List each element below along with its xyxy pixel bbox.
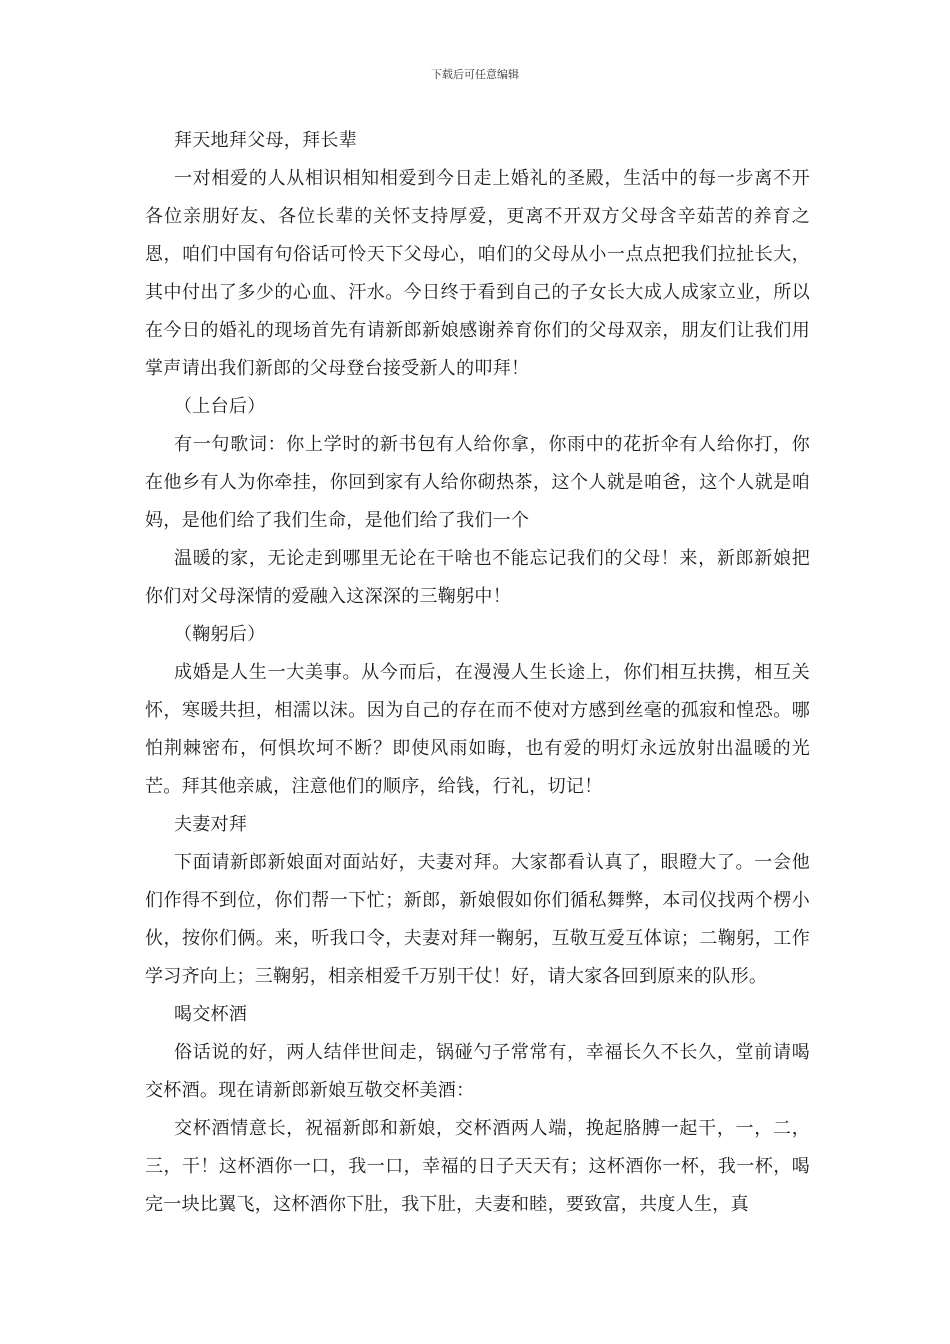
paragraph: 有一句歌词：你上学时的新书包有人给你拿，你雨中的花折伞有人给你打，你在他乡有人为你牵挂，你回到家有人给你砌热茶，这个人就是咱爸，这个人就是咱妈，是他们给了我们生命，是他们给了我们一个 bbox=[145, 434, 810, 531]
paragraph: 成婚是人生一大美事。从今而后，在漫漫人生长途上，你们相互扶携，相互关怀，寒暖共担，相濡以沫。因为自己的存在而不使对方感到丝毫的孤寂和惶恐。哪怕荆棘密布，何惧坎坷不断？即使风雨如晦，也有爱的明灯永远放射出温暖的光芒。拜其他亲戚，注意他们的顺序，给钱，行礼，切记！ bbox=[145, 662, 810, 797]
stage-direction: （上台后） bbox=[174, 396, 266, 417]
paragraph: 温暖的家，无论走到哪里无论在干啥也不能忘记我们的父母！来，新郎新娘把你们对父母深情的爱融入这深深的三鞠躬中！ bbox=[145, 548, 810, 607]
document-body bbox=[145, 122, 810, 1224]
section-heading-toast: 喝交杯酒 bbox=[174, 1004, 248, 1025]
section-heading-worship: 拜天地拜父母，拜长辈 bbox=[174, 130, 357, 151]
page-header: 下载后可任意编辑 bbox=[431, 68, 519, 81]
stage-direction: （鞠躬后） bbox=[174, 624, 266, 645]
paragraph: 一对相爱的人从相识相知相爱到今日走上婚礼的圣殿，生活中的每一步离不开各位亲朋好友、各位长辈的关怀支持厚爱，更离不开双方父母含辛茹苦的养育之恩，咱们中国有句俗话可怜天下父母心，咱们的父母从小一点点把我们拉扯长大，其中付出了多少的心血、汗水。今日终于看到自己的子女长大成人成家立业，所以在今日的婚礼的现场首先有请新郎新娘感谢养育你们的父母双亲，朋友们让我们用掌声请出我们新郎的父母登台接受新人的叩拜！ bbox=[145, 168, 810, 379]
paragraph: 交杯酒情意长，祝福新郎和新娘，交杯酒两人端，挽起胳膊一起干，一，二，三，干！这杯酒你一口，我一口，幸福的日子天天有；这杯酒你一杯，我一杯，喝完一块比翼飞，这杯酒你下肚，我下肚，夫妻和睦，要致富，共度人生，真 bbox=[145, 1118, 810, 1215]
paragraph: 俗话说的好，两人结伴世间走，锅碰勺子常常有，幸福长久不长久，堂前请喝交杯酒。现在请新郎新娘互敬交杯美酒： bbox=[145, 1042, 810, 1101]
section-heading-couple-bow: 夫妻对拜 bbox=[174, 814, 248, 835]
paragraph: 下面请新郎新娘面对面站好，夫妻对拜。大家都看认真了，眼瞪大了。一会他们作得不到位，你们帮一下忙；新郎，新娘假如你们循私舞弊，本司仪找两个楞小伙，按你们俩。来，听我口令，夫妻对拜一鞠躬，互敬互爱互体谅；二鞠躬，工作学习齐向上；三鞠躬，相亲相爱千万别干仗！好，请大家各回到原来的队形。 bbox=[145, 852, 810, 987]
